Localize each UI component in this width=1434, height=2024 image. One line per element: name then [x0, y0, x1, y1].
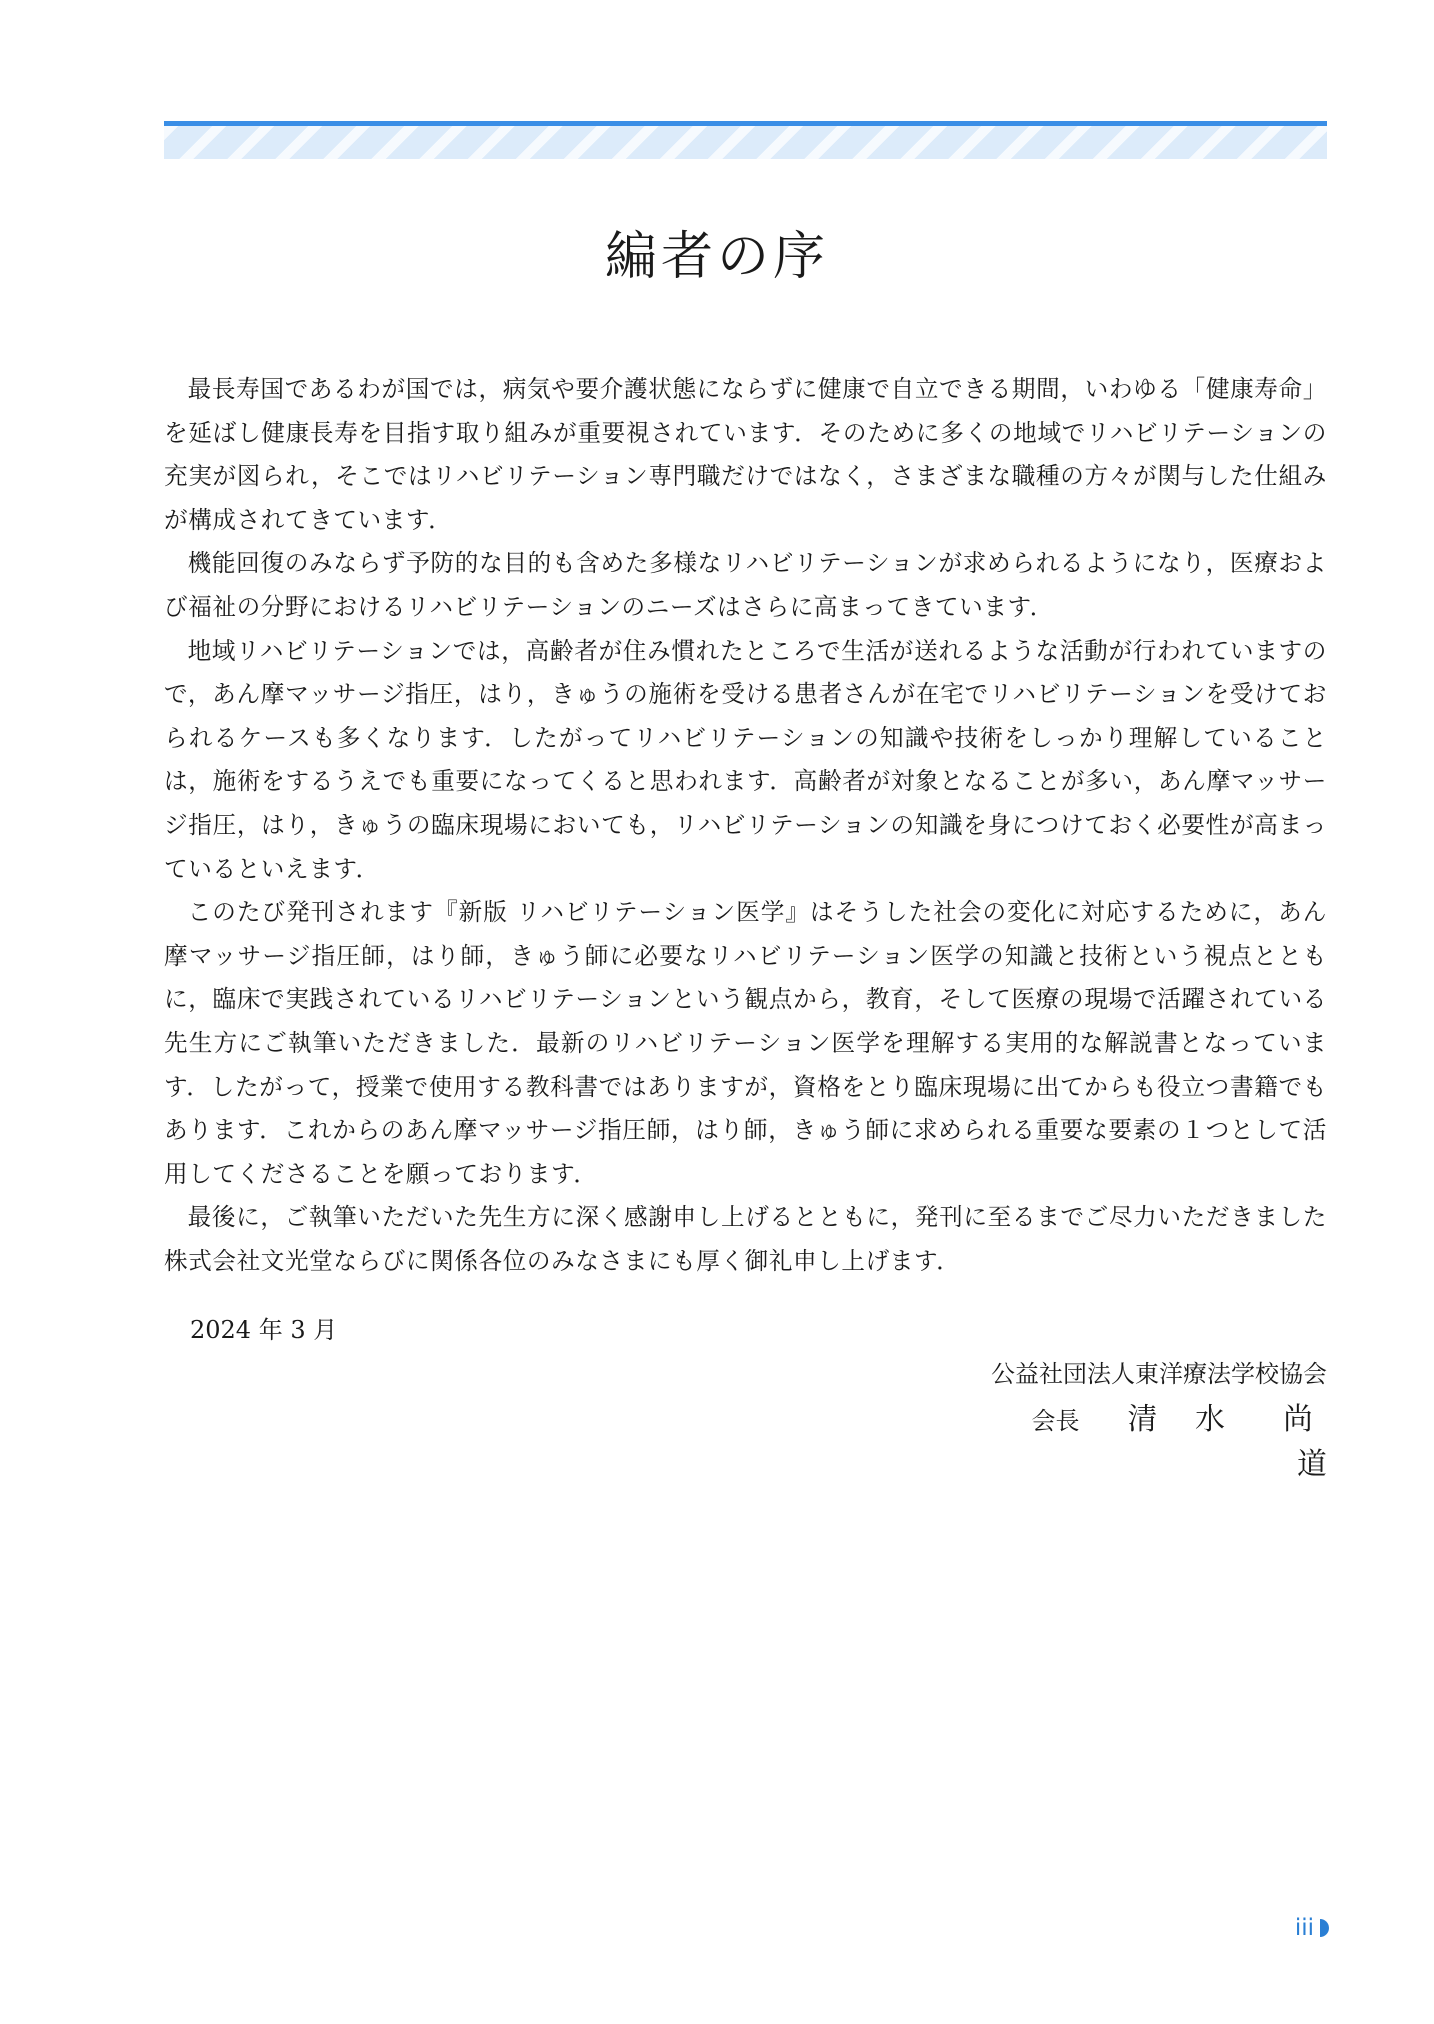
paragraph-2: 機能回復のみならず予防的な目的も含めた多様なリハビリテーションが求められるようになり，医療および福祉の分野におけるリハビリテーションのニーズはさらに高まってきています．	[164, 549, 1327, 621]
page-tab-icon	[1320, 1919, 1329, 1937]
paragraph-5: 最後に，ご執筆いただいた先生方に深く感謝申し上げるとともに，発刊に至るまでご尽力いただきました株式会社文光堂ならびに関係各位のみなさまにも厚く御礼申し上げます．	[164, 1203, 1327, 1275]
page-number-text: iii	[1294, 1915, 1314, 1941]
paragraph-4: このたび発刊されます『新版 リハビリテーション医学』はそうした社会の変化に対応するために，あん摩マッサージ指圧師，はり師，きゅう師に必要なリハビリテーション医学の知識と技術という視点とともに，臨床で実践されているリハビリテーションという観点から，教育，そして医療の現場で活躍されている先生方にご執筆いただきました．最新のリハビリテーション医学を理解する実用的な解説書となっています．したがって，授業で使用する教科書ではありますが，資格をとり臨床現場に出てからも役立つ書籍でもあります．これからのあん摩マッサージ指圧師，はり師，きゅう師に求められる重要な要素の１つとして活用してくださることを願っております．	[164, 898, 1327, 1188]
header-band	[164, 121, 1327, 159]
header-pattern	[164, 126, 1327, 159]
page-number	[1295, 1913, 1329, 1943]
signatory-name: 清 水 尚 道	[1127, 1402, 1341, 1482]
page-title: 編者の序	[604, 227, 829, 287]
signatory-role: 会長	[1031, 1407, 1080, 1435]
signatory	[978, 1398, 1341, 1488]
paragraph-1: 最長寿国であるわが国では，病気や要介護状態にならずに健康で自立できる期間，いわゆる「健康寿命」を延ばし健康長寿を目指す取り組みが重要視されています．そのために多くの地域でリハビリテーションの充実が図られ，そこではリハビリテーション専門職だけではなく，さまざまな職種の方々が関与した仕組みが構成されてきています．	[164, 375, 1327, 534]
organization-name: 公益社団法人東洋療法学校協会	[991, 1360, 1327, 1388]
paragraph-3: 地域リハビリテーションでは，高齢者が住み慣れたところで生活が送れるような活動が行われていますので，あん摩マッサージ指圧，はり，きゅうの施術を受ける患者さんが在宅でリハビリテーションを受けておられるケースも多くなります．したがってリハビリテーションの知識や技術をしっかり理解していることは，施術をするうえでも重要になってくると思われます．高齢者が対象となることが多い，あん摩マッサージ指圧，はり，きゅうの臨床現場においても，リハビリテーションの知識を身につけておく必要性が高まっているといえます．	[164, 636, 1327, 883]
preface-date: 2024 年 3 月	[190, 1316, 338, 1344]
preface-body	[164, 368, 1327, 1283]
